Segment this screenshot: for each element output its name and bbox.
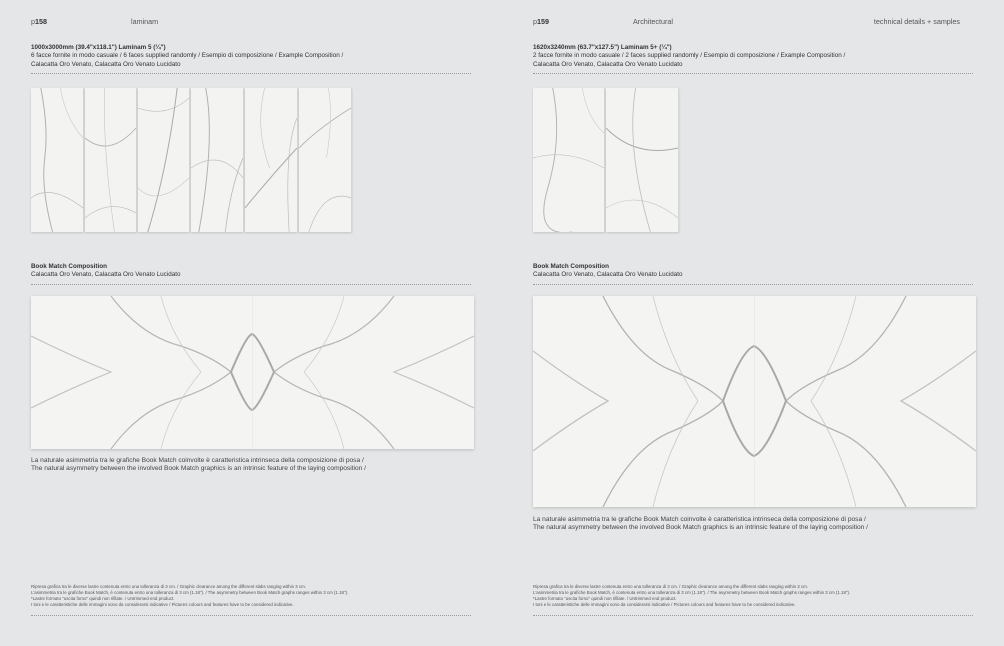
format-header: 1000x3000mm (39.4"x118.1") Laminam 5 (¼") 6 facce fornite in modo casuale / 6 faces supplied randomly / Esempio di composizione / Example Composition / Calacatta Oro Venato, Calacatta Oro Venato Lucidato bbox=[31, 44, 344, 68]
section-name: Architectural bbox=[633, 17, 673, 26]
slab-1 bbox=[31, 88, 84, 232]
slab-4 bbox=[191, 88, 244, 232]
footnotes: Ripresa grafica tra le diverse lastre contenuta entro una tolleranza di 3 cm. / Graphic clearance among the different slabs ranging within 3 cm. L'asimmetria tra le grafiche Book Match, è contenuta entro una tolleranza di 3 cm (1.18"). / The asymmetry between Book Match graphs ranges within 3 cm (1.18"). *Lastre formato "uscita forno" quindi non rifilate. / Untrimmed end product. I toni e le caratteristiche delle immagini sono da considerarsi indicative / Pictures colours and features have to be considered indicative. bbox=[533, 584, 851, 607]
page-number: p159 bbox=[533, 17, 549, 26]
asymmetry-note: La naturale asimmetria tra le grafiche Book Match coinvolte è caratteristica intrinseca della composizione di posa / The natural asymmetry between the involved Book Match graphics is an intrinsic feature of the laying composition / bbox=[31, 457, 366, 473]
divider bbox=[31, 73, 471, 74]
divider bbox=[533, 73, 973, 74]
slab-3 bbox=[138, 88, 190, 232]
divider bbox=[533, 284, 973, 285]
slab-1 bbox=[533, 88, 605, 232]
slab-2 bbox=[85, 88, 137, 232]
slab-2 bbox=[606, 88, 679, 232]
divider bbox=[31, 615, 471, 616]
section-right: technical details + samples bbox=[873, 17, 960, 26]
footnotes: Ripresa grafica tra le diverse lastre contenuta entro una tolleranza di 3 cm. / Graphic clearance among the different slabs ranging within 3 cm. L'asimmetria tra le grafiche Book Match, è contenuta entro una tolleranza di 3 cm (1.18"). / The asymmetry between Book Match graphs ranges within 3 cm (1.18"). *Lastre formato "uscita forno" quindi non rifilate. / Untrimmed end product. I toni e le caratteristiche delle immagini sono da considerarsi indicative / Pictures colours and features have to be considered indicative. bbox=[31, 584, 349, 607]
right-page bbox=[502, 0, 1004, 646]
book-match-image bbox=[31, 296, 474, 449]
book-match-image bbox=[533, 296, 976, 507]
page-number: p158 bbox=[31, 17, 47, 26]
asymmetry-note: La naturale asimmetria tra le grafiche Book Match coinvolte è caratteristica intrinseca della composizione di posa / The natural asymmetry between the involved Book Match graphics is an intrinsic feature of the laying composition / bbox=[533, 516, 868, 532]
slab-6 bbox=[299, 88, 352, 232]
book-match-header: Book Match Composition Calacatta Oro Venato, Calacatta Oro Venato Lucidato bbox=[533, 263, 683, 279]
book-match-header: Book Match Composition Calacatta Oro Venato, Calacatta Oro Venato Lucidato bbox=[31, 263, 181, 279]
divider bbox=[533, 615, 973, 616]
brand-name: laminam bbox=[131, 17, 159, 26]
format-header: 1620x3240mm (63.7"x127.5") Laminam 5+ (¼") 2 facce fornite in modo casuale / 2 faces supplied randomly / Esempio di composizione / Example Composition / Calacatta Oro Venato, Calacatta Oro Venato Lucidato bbox=[533, 44, 846, 68]
slab-5 bbox=[245, 88, 298, 232]
divider bbox=[31, 284, 471, 285]
